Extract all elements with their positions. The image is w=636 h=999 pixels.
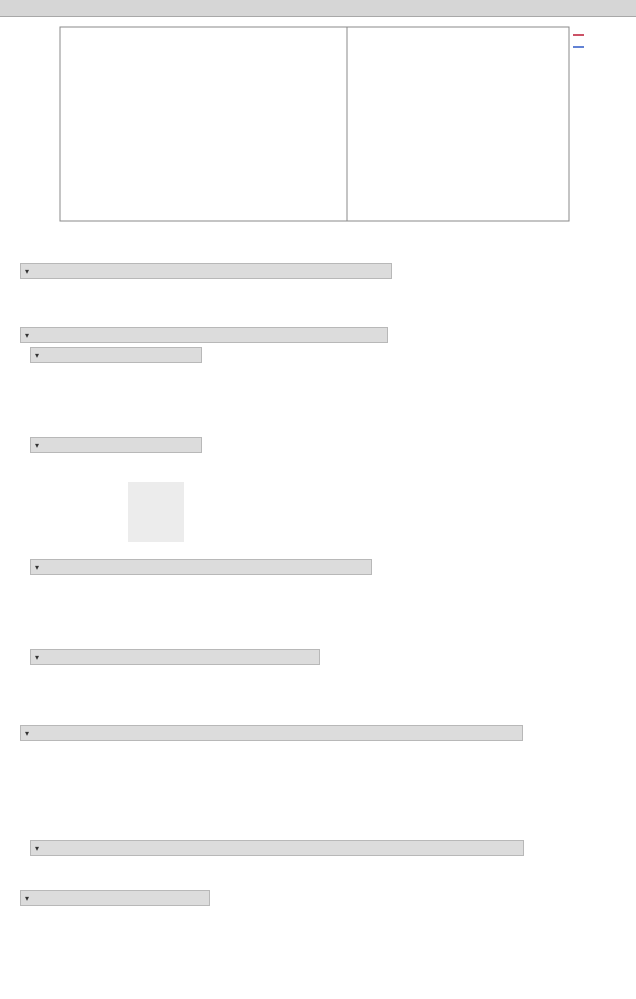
oneway-anova-header[interactable] — [20, 327, 388, 343]
legend — [573, 35, 584, 47]
quantile-plot-frame — [347, 27, 569, 221]
table-row — [28, 692, 318, 704]
ks-header[interactable] — [20, 725, 523, 741]
table-row — [28, 614, 374, 626]
boxplot-chart[interactable] — [0, 18, 636, 256]
table-row — [28, 482, 230, 494]
table-row — [28, 518, 230, 530]
ks-table — [18, 744, 222, 804]
boxplot-frame — [60, 27, 347, 221]
table-row — [28, 367, 204, 379]
table-row — [18, 780, 222, 792]
table-row — [18, 792, 222, 804]
robust-means-table — [18, 950, 166, 986]
table-row — [28, 506, 230, 518]
table-row — [28, 391, 204, 403]
table-row — [28, 530, 230, 542]
robust-fit-table — [22, 909, 202, 933]
anova-table — [28, 578, 374, 638]
ks-asym-table — [28, 859, 522, 883]
table-row — [22, 921, 202, 933]
anova-header[interactable] — [30, 559, 372, 575]
table-row — [28, 379, 204, 391]
quantiles-header[interactable] — [20, 263, 392, 279]
pooled-t-header[interactable] — [30, 437, 202, 453]
summary-of-fit-header[interactable] — [30, 347, 202, 363]
table-row — [20, 306, 404, 318]
means-header[interactable] — [30, 649, 320, 665]
table-row — [28, 415, 204, 427]
table-row — [18, 962, 166, 974]
quantiles-table — [20, 282, 404, 318]
table-row — [28, 602, 374, 614]
table-row — [28, 403, 204, 415]
table-row — [28, 626, 374, 638]
table-row — [18, 768, 222, 780]
pooled-t-table — [28, 482, 230, 542]
table-row — [28, 680, 318, 692]
ks-asym-header[interactable] — [30, 840, 524, 856]
table-row — [20, 294, 404, 306]
table-row — [28, 871, 522, 883]
summary-of-fit-table — [28, 367, 204, 427]
table-row — [18, 974, 166, 986]
t-distribution-plot — [226, 468, 394, 552]
robust-fit-header[interactable] — [20, 890, 210, 906]
window-title[interactable] — [0, 0, 636, 17]
table-row — [28, 494, 230, 506]
means-table — [28, 668, 318, 704]
